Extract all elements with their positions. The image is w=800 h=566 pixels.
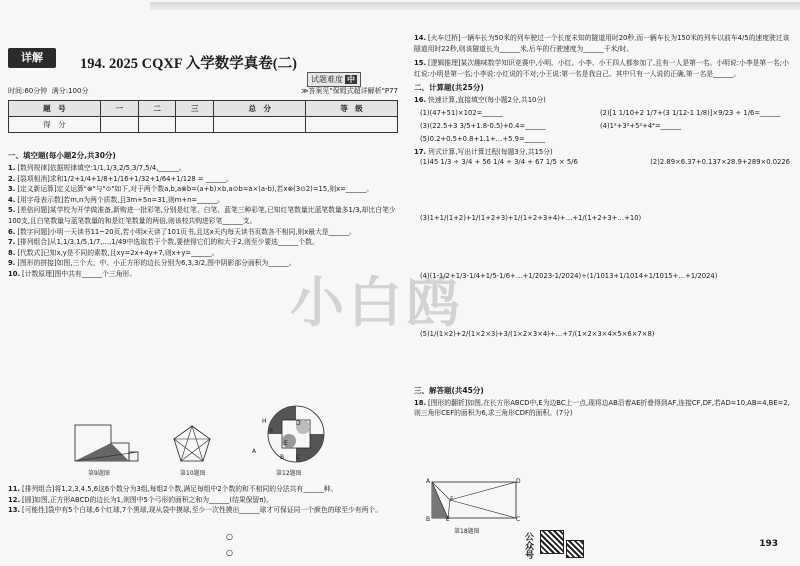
fig18-label: F [450, 496, 454, 503]
score-cell [214, 117, 306, 133]
right-column [414, 33, 790, 419]
calc17-block [420, 158, 790, 382]
calc17-item: (1)45 1/3 ÷ 3/4 + 56 1/4 ÷ 3/4 + 67 1/5 × 5/6 [420, 157, 578, 166]
fig12-label: D [296, 420, 301, 427]
calc16-item: (3)(22.5+3 3/5+1.8-0.5)+0.4=______ [420, 121, 546, 130]
fig18-label: D [516, 478, 521, 485]
section-title: 一、填空题(每小题2分,共30分) [8, 151, 116, 160]
figure-9 [74, 424, 144, 464]
circle-icon: ○ [226, 548, 233, 557]
section-title: 二、计算题(共25分) [414, 83, 484, 93]
calc16-block [420, 109, 790, 147]
difficulty-value: 中 [347, 75, 355, 84]
fig18-label: E [446, 516, 450, 523]
difficulty-label: 试题难度 [311, 75, 343, 84]
fig12-label: A [252, 448, 257, 455]
fig18-label: A [426, 478, 431, 485]
question: 7. [排列组合]从1,1/3,1/5,1/7,…,1/49中选取若干个数,要使得它们的和大于2,则至少要选______个数。 [8, 238, 319, 247]
calc17-item: (4)(1-1/2+1/3-1/4+1/5-1/6+…+1/2023-1/2024)÷(1/1013+1/1014+1/1015+…+1/2024) [420, 271, 718, 280]
score-cell [138, 117, 176, 133]
fig12-label: H [262, 418, 267, 425]
brand-text: 公众号 [523, 532, 533, 559]
score-cell [306, 117, 398, 133]
question: 6. [数字问题]小明一天读书11~20页,若小明x天读了101页书,且这x天内每天读书页数各不相同,则x最大是______。 [8, 227, 356, 236]
calc16-item: (1)(47+51)×102=______ [420, 108, 503, 117]
question: 3. [定义新运算]定义运算"⊗"与"⊙"如下,对于两个数a,b,a⊗b=(a+b)×b,a⊙b=a×(a-b),若x⊗(3⊙2)=15,则x=______。 [8, 185, 374, 194]
fig18-label: B [426, 516, 431, 523]
score-cell [176, 117, 214, 133]
calc16-item: (4)1²+3²+5²+4⁴=______ [600, 121, 681, 130]
circle-icon: ○ [226, 532, 233, 541]
full-score: 满分:100分 [51, 87, 89, 95]
question: 12. [圆]如图,正方形ABCD的边长为1,则图中5个弓形的面积之和为______(结果保留π)。 [8, 495, 273, 504]
question: 16. 快速计算,直接填空(每小题2分,共10分) [414, 96, 546, 105]
question: 4. [用字母表示数]若m,n为两个质数,且3m+5n=31,则m+n=______。 [8, 195, 225, 204]
score-cell [100, 117, 138, 133]
time-limit: 时间:60分钟 [8, 87, 48, 95]
question: 1. [数列规律]依据规律填空:1/1,1/3,2/5,3/7,5/4,______。 [8, 164, 186, 172]
calc16-item: (5)0.2+0.5+0.8+1.1+…+5.9=______ [420, 134, 546, 143]
question: 11. [排列组合]将1,2,3,4,5,6这6个数分为3组,每组2个数,满足每组中2个数的和不相同的分法共有______种。 [8, 485, 338, 493]
score-header-cell: 总 分 [214, 101, 306, 117]
section-title: 三、解答题(共45分) [414, 385, 484, 395]
fig9-caption: 第9题图 [88, 470, 110, 477]
question: 2. [裂项相消]求和1/2+1/4+1/8+1/16+1/32+1/64+1/128 = ______。 [8, 174, 233, 183]
score-header-cell: 题 号 [9, 101, 101, 117]
fig18-caption: 第18题图 [454, 528, 480, 535]
question: 13. [可能性]袋中有5个白球,6个红球,7个黑球,现从袋中摸球,至少一次性摸出______球才可保证同一个颜色的球至少有两个。 [8, 506, 383, 515]
question: 8. [代数式]已知x,y是不同的素数,且xy=2x+4y+7,则x+y=______。 [8, 248, 219, 257]
calc17-item: (5)1/(1×2)+2/(1×2×3)+3/(1×2×3×4)+…+7/(1×2×3×4×5×6×7×8) [420, 329, 655, 338]
question: 10. [计数原理]图中共有______个三角形。 [8, 269, 137, 278]
page-title: 194. 2025 CQXF 入学数学真卷(二) [80, 56, 297, 72]
question: 14. [火车过桥]一辆车长为50米的列车驶过一个长度未知的隧道用时20秒,而一辆车长为150米的列车以前车4/5的速度驶过该隧道用时22秒,则该隧道长为______米,后车的行驶速度为______千米/时。 [414, 34, 790, 53]
score-table [8, 100, 398, 133]
figure-10 [172, 424, 212, 464]
calc16-item: (2)[1 1/10+2 1/7+(3 1/12-1 1/8)]×9/23 ÷ 1/6=______ [600, 108, 781, 117]
qr-code-icon [540, 530, 564, 554]
watermark: 小白鸥 [290, 271, 464, 334]
question: 9. [图形的拼接]如图,三个大、中、小正方形的边长分别为6,3,3/2,图中阴影部分面积为______。 [8, 259, 296, 268]
difficulty-badge [307, 72, 361, 87]
calc17-item: (2)2.89×6.37+0.137×28.9+289×0.0226 [650, 157, 790, 166]
question: 18. [图形的翻折]如图,在长方形ABCD中,E为边BC上一点,现将边AB沿着AE折叠得到AF,连接CF,DF,若AD=10,AB=4,BE=2,则三角形CEF的面积为6,求三角形CDF的面积。(7分) [414, 398, 790, 418]
fig12-label: B [280, 454, 285, 461]
question: 5. [差倍问题]某学校为开学做准备,新购进一批彩笔,分别是红笔、白笔、蓝笔三种彩笔,已知红笔数量比蓝笔数量多1/3,却比白笔少100支,且白笔数量与蓝笔数量的和是红笔数量的两倍,则该校共购进彩笔______支。 [8, 206, 396, 225]
question: 17. 列式计算,写出计算过程(每题3分,共15分) [414, 147, 553, 156]
score-header-cell: 二 [138, 101, 176, 117]
calc17-item: (3)1+1/(1+2)+1/(1+2+3)+1/(1+2+3+4)+…+1/(1+2+3+…+10) [420, 213, 642, 222]
fig12-caption: 第12题图 [276, 470, 302, 477]
figure-18 [428, 478, 520, 524]
score-header-cell: 等 级 [306, 101, 398, 117]
exam-meta [8, 86, 398, 96]
fig10-caption: 第10题图 [180, 470, 206, 477]
fig12-label: C [296, 454, 301, 461]
score-header-cell: 一 [100, 101, 138, 117]
page-number: 193 [759, 539, 778, 549]
fig18-label: C [516, 516, 521, 523]
score-header-cell: 三 [176, 101, 214, 117]
fig12-label: F [270, 428, 274, 435]
fig12-label: E [284, 440, 288, 447]
answer-ref: ≫答案见"保姆式超详解析"P77 [301, 87, 398, 95]
left-column-bottom [8, 484, 400, 516]
logo: 详解 [8, 48, 56, 68]
question: 15. [逻辑推理]某次趣味数学知识竞赛中,小明、小红、小李、小王四人都参加了,且有一人是第一名。小明说:小李是第一名;小红说:小明是第一名;小李说:小红说的不对;小王说:第一名是我自己。其中只有一人说的正确,第一名是______。 [414, 59, 789, 78]
qr-code-icon [566, 540, 584, 558]
score-row-label: 得 分 [9, 117, 101, 133]
top-band [150, 2, 800, 10]
